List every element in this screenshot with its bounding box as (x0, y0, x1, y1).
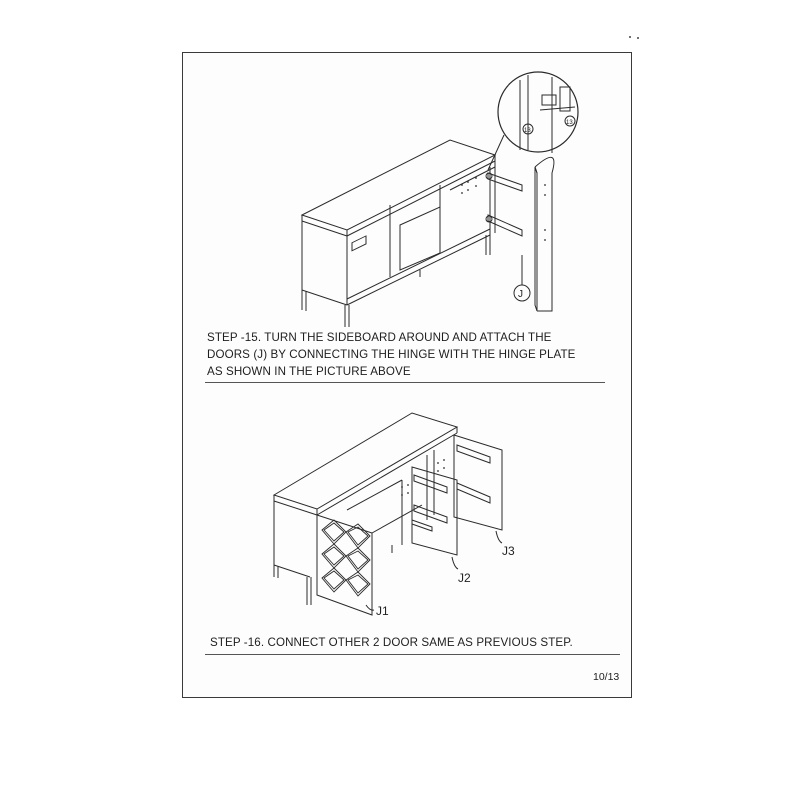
door-j3 (454, 435, 502, 530)
door-j1-label: J1 (376, 604, 389, 618)
hinge-callout-circle (498, 72, 578, 152)
callout-label-1: 13 (524, 128, 531, 134)
page-number: 10/13 (593, 671, 620, 683)
door-j3-label: J3 (502, 544, 515, 558)
scan-dot (629, 36, 631, 38)
door-j2-label: J2 (458, 571, 471, 585)
step15-rule (205, 382, 605, 383)
step15-illustration (290, 55, 590, 330)
scan-dot (637, 37, 639, 39)
step15-line2: DOORS (J) BY CONNECTING THE HINGE WITH THE HINGE PLATE (207, 348, 576, 361)
step15-line3: AS SHOWN IN THE PICTURE ABOVE (207, 365, 411, 378)
step16-text: STEP -16. CONNECT OTHER 2 DOOR SAME AS PREVIOUS STEP. (210, 636, 573, 649)
step15-line1: STEP -15. TURN THE SIDEBOARD AROUND AND ATTACH THE (207, 331, 552, 344)
sideboard-top (302, 140, 495, 230)
door-j (535, 167, 537, 311)
sideboard-top-2 (274, 413, 457, 509)
door-j-label: J (518, 289, 523, 300)
step16-rule (205, 654, 620, 655)
callout-label-2: 13 (566, 120, 573, 126)
step16-illustration (262, 405, 552, 620)
